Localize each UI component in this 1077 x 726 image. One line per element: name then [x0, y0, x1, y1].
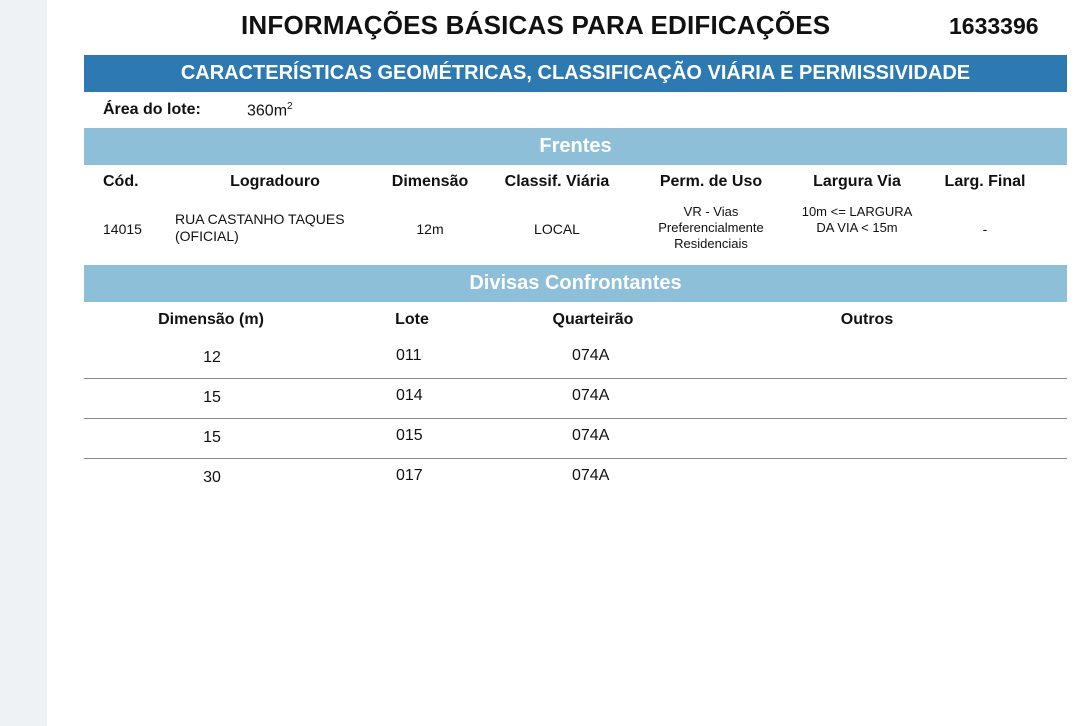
left-margin-strip — [0, 0, 47, 726]
division-row-4-dimension: 30 — [203, 469, 221, 486]
front-use-line1: VR - Vias — [683, 204, 739, 219]
lot-area-value — [247, 101, 293, 120]
division-row-4-lot: 017 — [396, 467, 423, 484]
front-street — [175, 211, 345, 245]
front-width-line1: 10m <= LARGURA — [801, 204, 913, 219]
division-row-2-dimension: 15 — [203, 389, 221, 406]
division-row-divider — [84, 458, 1067, 459]
fronts-col-dimension: Dimensão — [391, 173, 469, 190]
division-row-divider — [84, 378, 1067, 379]
front-dimension: 12m — [416, 221, 444, 237]
divisions-col-dimension: Dimensão (m) — [158, 311, 264, 328]
division-row-2-block: 074A — [572, 387, 610, 404]
divisions-col-block: Quarteirão — [552, 311, 634, 328]
fronts-col-road-width: Largura Via — [813, 173, 901, 190]
front-street-line2: (OFICIAL) — [175, 228, 239, 244]
document-page — [47, 0, 1077, 726]
front-final-width: - — [982, 221, 988, 237]
document-number: 1633396 — [949, 13, 1039, 39]
section-header: CARACTERÍSTICAS GEOMÉTRICAS, CLASSIFICAÇÃO VIÁRIA E PERMISSIVIDADE — [84, 55, 1067, 92]
front-code: 14015 — [103, 221, 142, 237]
division-row-divider — [84, 418, 1067, 419]
fronts-col-code: Cód. — [103, 173, 139, 190]
division-row-3-block: 074A — [572, 427, 610, 444]
division-row-1-dimension: 12 — [203, 349, 221, 366]
front-road-width — [787, 204, 927, 236]
front-permitted-use — [637, 204, 785, 252]
division-row-3-dimension: 15 — [203, 429, 221, 446]
divisions-col-others: Outros — [840, 311, 894, 328]
front-width-line2: DA VIA < 15m — [816, 220, 898, 235]
fronts-col-street: Logradouro — [230, 173, 320, 190]
fronts-header: Frentes — [84, 128, 1067, 165]
divisions-col-lot: Lote — [395, 311, 429, 328]
fronts-col-use: Perm. de Uso — [659, 173, 763, 190]
division-row-1-lot: 011 — [396, 347, 422, 364]
division-row-3-lot: 015 — [396, 427, 423, 444]
lot-area-number: 360m — [247, 102, 288, 120]
division-row-2-lot: 014 — [396, 387, 423, 404]
lot-area-label: Área do lote: — [103, 101, 201, 118]
front-street-line1: RUA CASTANHO TAQUES — [175, 211, 345, 227]
front-use-line3: Residenciais — [674, 236, 748, 251]
division-row-4-block: 074A — [572, 467, 610, 484]
fronts-col-classification: Classif. Viária — [504, 173, 610, 190]
fronts-col-final-width: Larg. Final — [944, 173, 1026, 190]
division-row-1-block: 074A — [572, 347, 610, 364]
divisions-header: Divisas Confrontantes — [84, 265, 1067, 302]
front-use-line2: Preferencialmente — [658, 220, 764, 235]
lot-area-unit-superscript: 2 — [287, 101, 293, 112]
front-classification: LOCAL — [534, 221, 580, 237]
document-title: INFORMAÇÕES BÁSICAS PARA EDIFICAÇÕES — [241, 10, 831, 40]
